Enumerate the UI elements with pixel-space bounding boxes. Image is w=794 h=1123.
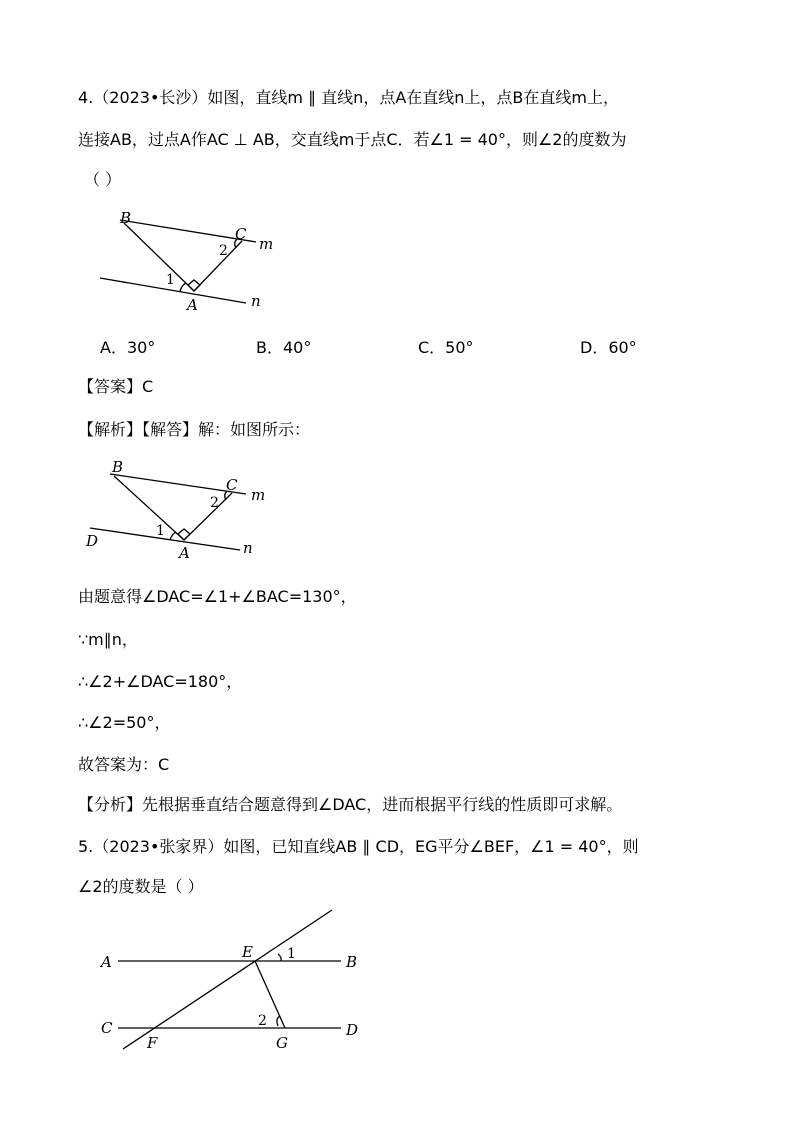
label-f: F [147,1034,158,1052]
label-m: m [259,235,274,253]
q5-stem-line-1: 5.（2023•张家界）如图，已知直线AB ∥ CD，EG平分∠BEF，∠1 = 40°，则 [78,837,639,856]
label-c: C [226,476,238,494]
q4-analysis-note: 【分析】先根据垂直结合题意得到∠DAC，进而根据平行线的性质即可求解。 [78,795,623,814]
label-c: C [101,1019,113,1037]
option-c: C．50° [418,338,474,357]
segment-ab [124,223,194,291]
q4-answer-parens: （ ） [84,170,122,189]
angle-1-arc [278,954,281,961]
option-a: A．30° [100,338,156,357]
label-b: B [112,458,124,476]
q4-analysis-heading: 【解析】【解答】解：如图所示： [78,420,311,439]
solution-step-4: ∴∠2=50°， [78,713,171,732]
label-n: n [251,292,261,310]
option-b: B．40° [256,338,312,357]
solution-step-3: ∴∠2+∠DAC=180°， [78,672,243,691]
segment-ab [114,476,184,540]
solution-step-1: 由题意得∠DAC=∠1+∠BAC=130°， [78,587,357,606]
label-e: E [242,943,253,961]
q4-figure [90,205,290,320]
right-angle-mark [178,529,190,540]
right-angle-mark [188,280,200,291]
label-d: D [86,532,99,550]
label-d: D [346,1021,359,1039]
label-a: A [179,544,190,562]
label-a: A [101,953,112,971]
label-a: A [187,296,198,314]
solution-step-2: ∵m∥n， [78,630,138,649]
label-b: B [120,209,132,227]
label-angle-2: 2 [219,243,228,259]
angle-2-arc [277,1016,280,1026]
q4-stem-line-2: 连接AB，过点A作AC ⊥ AB，交直线m于点C．若∠1 = 40°，则∠2的度数为 [78,130,627,149]
q4-answer: 【答案】C [78,377,154,396]
angle-1-arc [180,283,186,291]
segment-ac [194,241,242,291]
angle-1-arc [170,532,176,540]
label-c: C [235,225,247,243]
solution-step-5: 故答案为：C [78,755,170,774]
label-angle-1: 1 [156,523,165,539]
segment-ac [184,493,232,540]
line-n [90,528,240,550]
label-angle-1: 1 [166,272,175,288]
q5-stem-line-2: ∠2的度数是（ ） [78,877,204,896]
label-n: n [243,539,253,557]
q4-stem-line-1: 4.（2023•长沙）如图，直线m ∥ 直线n，点A在直线n上，点B在直线m上， [78,88,619,107]
label-angle-1: 1 [287,946,296,962]
label-angle-2: 2 [210,495,219,511]
label-g: G [276,1034,288,1052]
option-d: D．60° [580,338,637,357]
q5-figure [95,905,375,1055]
q4-solution-figure [80,452,280,567]
label-m: m [251,486,266,504]
label-b: B [346,953,358,971]
label-angle-2: 2 [258,1013,267,1029]
